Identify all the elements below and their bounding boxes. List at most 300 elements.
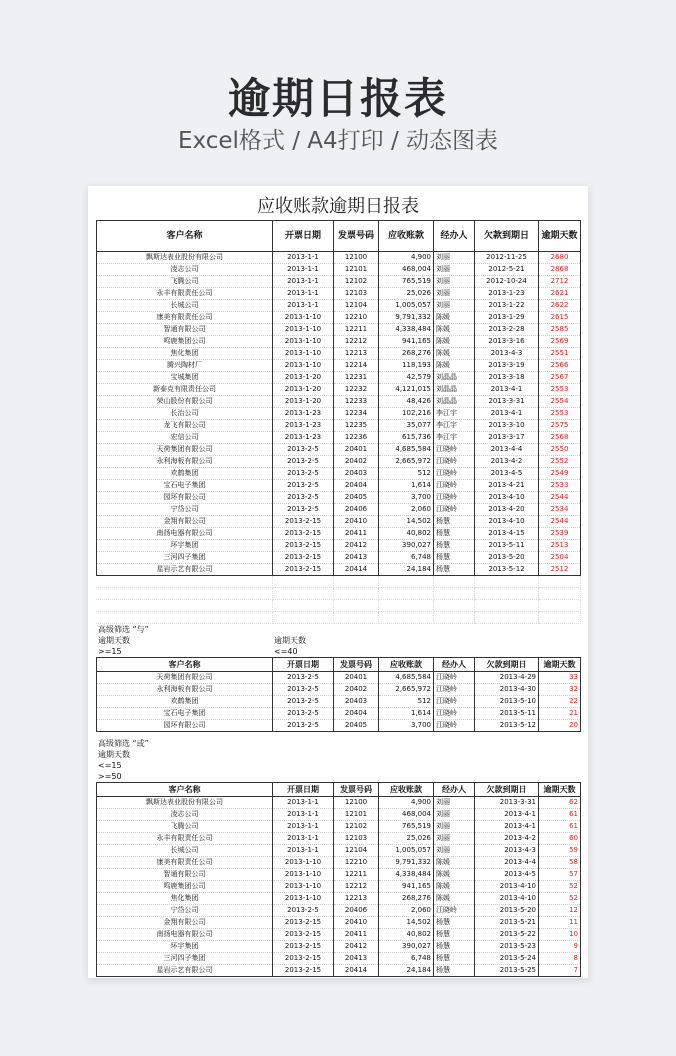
- cell-customer-name: 宁岱公司: [97, 504, 273, 516]
- cell-overdue-days: 61: [539, 809, 581, 821]
- header-invoice-number: 发票号码: [334, 783, 379, 797]
- cell-overdue-days: 10: [539, 929, 581, 941]
- cell-due-date: 2013-4-10: [475, 516, 539, 528]
- cell-invoice-date: 2013-2-5: [273, 696, 334, 708]
- and-filter-title: 高级筛选 “与”: [98, 625, 149, 634]
- cell-overdue-days: 2868: [539, 264, 581, 276]
- cell-overdue-days: 2568: [539, 432, 581, 444]
- cell-overdue-days: 2554: [539, 396, 581, 408]
- cell-handler: 杨慧: [434, 941, 475, 953]
- cell-overdue-days: 2552: [539, 456, 581, 468]
- cell-overdue-days: 22: [539, 696, 581, 708]
- cell-invoice-date: 2013-1-1: [273, 276, 334, 288]
- cell-receivable-amount: 24,184: [379, 965, 434, 977]
- cell-due-date: 2013-5-25: [475, 965, 539, 977]
- cell-overdue-days: 2569: [539, 336, 581, 348]
- cell-due-date: 2013-4-5: [475, 869, 539, 881]
- cell-handler: 杨慧: [434, 929, 475, 941]
- cell-receivable-amount: 4,900: [379, 797, 434, 809]
- cell-customer-name: 长城公司: [97, 845, 273, 857]
- cell-invoice-number: 20402: [334, 684, 379, 696]
- empty-cell: [538, 600, 580, 612]
- cell-due-date: 2013-4-4: [475, 857, 539, 869]
- empty-cell: [96, 612, 272, 624]
- table-row: [97, 905, 581, 917]
- cell-overdue-days: 2566: [539, 360, 581, 372]
- cell-handler: 杨慧: [434, 965, 475, 977]
- cell-customer-name: 环宇集团: [97, 941, 273, 953]
- cell-due-date: 2013-4-1: [475, 809, 539, 821]
- cell-receivable-amount: 941,165: [379, 881, 434, 893]
- empty-cell: [433, 600, 474, 612]
- cell-handler: 江晓岭: [434, 672, 475, 684]
- empty-row: [96, 588, 580, 600]
- cell-invoice-date: 2013-1-1: [273, 821, 334, 833]
- cell-invoice-number: 20405: [334, 720, 379, 732]
- cell-handler: 刘丽: [434, 276, 475, 288]
- cell-overdue-days: 2585: [539, 324, 581, 336]
- cell-due-date: 2013-3-19: [475, 360, 539, 372]
- table-row: [97, 372, 581, 384]
- cell-invoice-date: 2013-1-23: [273, 420, 334, 432]
- cell-invoice-number: 20406: [334, 504, 379, 516]
- cell-handler: 刘丽: [434, 288, 475, 300]
- cell-invoice-number: 20410: [334, 917, 379, 929]
- cell-invoice-number: 12102: [334, 276, 379, 288]
- cell-invoice-date: 2013-1-23: [273, 408, 334, 420]
- empty-cell: [474, 576, 538, 588]
- cell-receivable-amount: 268,276: [379, 893, 434, 905]
- header-customer-name: 客户名称: [97, 783, 273, 797]
- table-row: [97, 893, 581, 905]
- header-invoice-date: 开票日期: [273, 658, 334, 672]
- or-filter-result-table: [96, 782, 581, 977]
- table-row: [97, 420, 581, 432]
- cell-handler: 江晓岭: [434, 492, 475, 504]
- cell-invoice-number: 12101: [334, 264, 379, 276]
- table-row: [97, 396, 581, 408]
- and-filter-col2-value: <=40: [274, 647, 298, 656]
- cell-receivable-amount: 615,736: [379, 432, 434, 444]
- cell-overdue-days: 59: [539, 845, 581, 857]
- cell-invoice-number: 12103: [334, 833, 379, 845]
- cell-due-date: 2013-1-23: [475, 288, 539, 300]
- cell-overdue-days: 61: [539, 821, 581, 833]
- cell-receivable-amount: 4,685,584: [379, 444, 434, 456]
- cell-receivable-amount: 2,665,972: [379, 456, 434, 468]
- cell-overdue-days: 58: [539, 857, 581, 869]
- cell-handler: 陈媛: [434, 360, 475, 372]
- cell-receivable-amount: 765,519: [379, 276, 434, 288]
- cell-invoice-date: 2013-2-5: [273, 708, 334, 720]
- cell-invoice-number: 20413: [334, 552, 379, 564]
- cell-customer-name: 星岩示艺有限公司: [97, 564, 273, 576]
- cell-receivable-amount: 40,802: [379, 528, 434, 540]
- cell-receivable-amount: 468,004: [379, 809, 434, 821]
- cell-invoice-number: 12232: [334, 384, 379, 396]
- empty-cell: [333, 612, 378, 624]
- empty-row: [96, 576, 580, 588]
- empty-cell: [333, 600, 378, 612]
- empty-cell: [474, 588, 538, 600]
- cell-due-date: 2013-4-1: [475, 821, 539, 833]
- table-row: [97, 456, 581, 468]
- cell-invoice-number: 12100: [334, 252, 379, 264]
- cell-handler: 江晓岭: [434, 708, 475, 720]
- cell-handler: 杨慧: [434, 917, 475, 929]
- cell-invoice-number: 20403: [334, 696, 379, 708]
- cell-due-date: 2012-5-21: [475, 264, 539, 276]
- table-row: [97, 564, 581, 576]
- table-row: [97, 552, 581, 564]
- and-filter-result-table: [96, 657, 581, 732]
- cell-overdue-days: 2534: [539, 504, 581, 516]
- cell-due-date: 2013-4-2: [475, 456, 539, 468]
- cell-handler: 刘丽: [434, 264, 475, 276]
- cell-customer-name: 三河四子集团: [97, 552, 273, 564]
- cell-due-date: 2012-10-24: [475, 276, 539, 288]
- cell-overdue-days: 60: [539, 833, 581, 845]
- empty-cell: [433, 576, 474, 588]
- and-filter-col2-label: 逾期天数: [274, 636, 306, 645]
- cell-invoice-date: 2013-2-5: [273, 720, 334, 732]
- cell-customer-name: 焦化集团: [97, 348, 273, 360]
- cell-receivable-amount: 42,579: [379, 372, 434, 384]
- table-row: [97, 252, 581, 264]
- empty-cell: [538, 588, 580, 600]
- cell-invoice-date: 2013-2-15: [273, 917, 334, 929]
- table-row: [97, 360, 581, 372]
- cell-overdue-days: 2539: [539, 528, 581, 540]
- empty-cell: [474, 612, 538, 624]
- cell-invoice-number: 20404: [334, 480, 379, 492]
- cell-due-date: 2013-3-16: [475, 336, 539, 348]
- cell-invoice-date: 2013-2-15: [273, 941, 334, 953]
- cell-receivable-amount: 4,900: [379, 252, 434, 264]
- cell-receivable-amount: 1,614: [379, 708, 434, 720]
- cell-due-date: 2013-3-18: [475, 372, 539, 384]
- cell-handler: 江晓岭: [434, 480, 475, 492]
- table-row: [97, 300, 581, 312]
- cell-receivable-amount: 1,005,057: [379, 845, 434, 857]
- cell-overdue-days: 52: [539, 893, 581, 905]
- cell-customer-name: 欢鹤集团: [97, 468, 273, 480]
- cell-receivable-amount: 2,060: [379, 905, 434, 917]
- cell-due-date: 2013-5-12: [475, 720, 539, 732]
- cell-customer-name: 智通有限公司: [97, 324, 273, 336]
- table-row: [97, 504, 581, 516]
- cell-due-date: 2013-3-31: [475, 797, 539, 809]
- cell-handler: 江晓岭: [434, 696, 475, 708]
- cell-invoice-number: 20414: [334, 564, 379, 576]
- cell-handler: 江晓岭: [434, 504, 475, 516]
- cell-receivable-amount: 390,027: [379, 540, 434, 552]
- empty-cell: [333, 576, 378, 588]
- and-filter-col1-value: >=15: [98, 647, 122, 656]
- cell-invoice-number: 20410: [334, 516, 379, 528]
- table-row: [97, 797, 581, 809]
- cell-invoice-number: 12234: [334, 408, 379, 420]
- cell-customer-name: 天荷集团有限公司: [97, 444, 273, 456]
- cell-invoice-date: 2013-2-15: [273, 540, 334, 552]
- cell-customer-name: 飞腾公司: [97, 821, 273, 833]
- cell-due-date: 2013-5-21: [475, 917, 539, 929]
- cell-handler: 李江宇: [434, 420, 475, 432]
- cell-invoice-date: 2013-1-10: [273, 312, 334, 324]
- cell-overdue-days: 52: [539, 881, 581, 893]
- cell-customer-name: 宝石电子集团: [97, 480, 273, 492]
- cell-customer-name: 永丰有限责任公司: [97, 833, 273, 845]
- cell-overdue-days: 2553: [539, 384, 581, 396]
- table-row: [97, 540, 581, 552]
- table-row: [97, 845, 581, 857]
- cell-invoice-number: 20402: [334, 456, 379, 468]
- cell-due-date: 2013-5-12: [475, 564, 539, 576]
- cell-receivable-amount: 4,685,584: [379, 672, 434, 684]
- header-receivable-amount: 应收账款: [379, 658, 434, 672]
- cell-invoice-date: 2013-1-10: [273, 336, 334, 348]
- cell-handler: 刘丽: [434, 833, 475, 845]
- cell-handler: 杨慧: [434, 516, 475, 528]
- cell-overdue-days: 21: [539, 708, 581, 720]
- cell-customer-name: 宝城集团: [97, 372, 273, 384]
- cell-invoice-number: 12236: [334, 432, 379, 444]
- cell-invoice-number: 20412: [334, 540, 379, 552]
- table-row: [97, 809, 581, 821]
- cell-receivable-amount: 1,005,057: [379, 300, 434, 312]
- cell-customer-name: 鸣鹿集团公司: [97, 881, 273, 893]
- cell-due-date: 2013-5-11: [475, 708, 539, 720]
- table-row: [97, 881, 581, 893]
- cell-receivable-amount: 9,791,332: [379, 312, 434, 324]
- cell-receivable-amount: 765,519: [379, 821, 434, 833]
- cell-customer-name: 鸣鹿集团公司: [97, 336, 273, 348]
- cell-due-date: 2013-3-17: [475, 432, 539, 444]
- cell-invoice-date: 2013-1-23: [273, 432, 334, 444]
- cell-handler: 刘丽: [434, 300, 475, 312]
- empty-cell: [96, 588, 272, 600]
- table-row: [97, 408, 581, 420]
- table-row: [97, 276, 581, 288]
- cell-due-date: 2013-5-23: [475, 941, 539, 953]
- or-filter-col-label: 逾期天数: [98, 750, 130, 759]
- cell-customer-name: 长城公司: [97, 300, 273, 312]
- cell-invoice-date: 2013-2-15: [273, 564, 334, 576]
- cell-invoice-date: 2013-1-10: [273, 348, 334, 360]
- table-row: [97, 965, 581, 977]
- cell-customer-name: 凌志公司: [97, 264, 273, 276]
- empty-cell: [333, 588, 378, 600]
- header-due-date: 欠款到期日: [475, 783, 539, 797]
- cell-receivable-amount: 4,338,484: [379, 324, 434, 336]
- cell-invoice-date: 2013-2-5: [273, 672, 334, 684]
- and-filter-criteria: [96, 624, 580, 657]
- cell-invoice-date: 2013-2-15: [273, 953, 334, 965]
- cell-due-date: 2013-4-5: [475, 468, 539, 480]
- cell-overdue-days: 32: [539, 684, 581, 696]
- cell-handler: 陈媛: [434, 893, 475, 905]
- table-row: [97, 684, 581, 696]
- table-row: [97, 468, 581, 480]
- cell-receivable-amount: 2,060: [379, 504, 434, 516]
- cell-due-date: 2013-5-10: [475, 696, 539, 708]
- cell-due-date: 2013-4-10: [475, 492, 539, 504]
- cell-customer-name: 长治公司: [97, 408, 273, 420]
- cell-customer-name: 金翔有限公司: [97, 516, 273, 528]
- cell-invoice-number: 12214: [334, 360, 379, 372]
- cell-handler: 陈媛: [434, 869, 475, 881]
- cell-invoice-number: 12103: [334, 288, 379, 300]
- cell-invoice-date: 2013-1-10: [273, 893, 334, 905]
- cell-customer-name: 金翔有限公司: [97, 917, 273, 929]
- table-row: [97, 444, 581, 456]
- cell-handler: 江晓岭: [434, 468, 475, 480]
- cell-customer-name: 欢鹤集团: [97, 696, 273, 708]
- cell-invoice-number: 12235: [334, 420, 379, 432]
- cell-receivable-amount: 3,700: [379, 492, 434, 504]
- cell-handler: 杨慧: [434, 953, 475, 965]
- cell-invoice-number: 20411: [334, 528, 379, 540]
- page-title: 逾期日报表: [227, 74, 448, 123]
- cell-due-date: 2013-3-10: [475, 420, 539, 432]
- cell-overdue-days: 20: [539, 720, 581, 732]
- cell-invoice-number: 20405: [334, 492, 379, 504]
- empty-row: [96, 600, 580, 612]
- table-row: [97, 720, 581, 732]
- cell-invoice-number: 12211: [334, 869, 379, 881]
- cell-receivable-amount: 512: [379, 468, 434, 480]
- empty-cell: [96, 600, 272, 612]
- cell-invoice-number: 12102: [334, 821, 379, 833]
- cell-overdue-days: 33: [539, 672, 581, 684]
- cell-receivable-amount: 268,276: [379, 348, 434, 360]
- cell-receivable-amount: 25,026: [379, 288, 434, 300]
- table-row: [97, 336, 581, 348]
- empty-cell: [272, 612, 333, 624]
- cell-invoice-date: 2013-1-1: [273, 252, 334, 264]
- cell-due-date: 2012-11-25: [475, 252, 539, 264]
- cell-receivable-amount: 4,121,015: [379, 384, 434, 396]
- cell-due-date: 2013-4-15: [475, 528, 539, 540]
- empty-cell: [378, 600, 433, 612]
- table-row: [97, 696, 581, 708]
- cell-receivable-amount: 941,165: [379, 336, 434, 348]
- or-filter-criteria: [96, 738, 580, 782]
- sheet-title: 应收账款逾期日报表: [257, 196, 419, 217]
- cell-receivable-amount: 48,426: [379, 396, 434, 408]
- table-row: [97, 833, 581, 845]
- cell-overdue-days: 8: [539, 953, 581, 965]
- cell-overdue-days: 2544: [539, 516, 581, 528]
- cell-due-date: 2013-5-20: [475, 905, 539, 917]
- empty-cell: [272, 600, 333, 612]
- and-filter-col1-label: 逾期天数: [98, 636, 130, 645]
- or-filter-title: 高级筛选 “或”: [98, 739, 149, 748]
- header-invoice-number: 发票号码: [334, 658, 379, 672]
- cell-handler: 江晓岭: [434, 456, 475, 468]
- cell-due-date: 2013-4-29: [475, 672, 539, 684]
- page-subtitle: Excel格式 / A4打印 / 动态图表: [177, 128, 499, 154]
- cell-overdue-days: 2622: [539, 300, 581, 312]
- cell-invoice-number: 20412: [334, 941, 379, 953]
- cell-overdue-days: 2550: [539, 444, 581, 456]
- cell-customer-name: 永丰有限责任公司: [97, 288, 273, 300]
- cell-handler: 陈媛: [434, 348, 475, 360]
- cell-due-date: 2013-4-30: [475, 684, 539, 696]
- cell-overdue-days: 2504: [539, 552, 581, 564]
- header-handler: 经办人: [434, 658, 475, 672]
- cell-invoice-date: 2013-1-1: [273, 264, 334, 276]
- cell-handler: 李江宇: [434, 432, 475, 444]
- cell-due-date: 2013-4-3: [475, 845, 539, 857]
- table-row: [97, 264, 581, 276]
- table-row: [97, 312, 581, 324]
- cell-invoice-date: 2013-2-5: [273, 444, 334, 456]
- cell-invoice-date: 2013-1-10: [273, 857, 334, 869]
- cell-invoice-number: 12210: [334, 312, 379, 324]
- cell-customer-name: 康美有限责任公司: [97, 857, 273, 869]
- cell-due-date: 2013-1-22: [475, 300, 539, 312]
- cell-invoice-date: 2013-2-15: [273, 929, 334, 941]
- empty-cell: [378, 612, 433, 624]
- cell-invoice-date: 2013-2-5: [273, 468, 334, 480]
- cell-due-date: 2013-4-20: [475, 504, 539, 516]
- cell-receivable-amount: 4,338,484: [379, 869, 434, 881]
- cell-customer-name: 飞腾公司: [97, 276, 273, 288]
- cell-invoice-number: 12210: [334, 857, 379, 869]
- cell-invoice-date: 2013-1-1: [273, 300, 334, 312]
- cell-handler: 刘晶晶: [434, 396, 475, 408]
- empty-cell: [538, 612, 580, 624]
- cell-invoice-number: 20414: [334, 965, 379, 977]
- table-row: [97, 941, 581, 953]
- cell-receivable-amount: 3,700: [379, 720, 434, 732]
- table-row: [97, 869, 581, 881]
- cell-invoice-date: 2013-1-10: [273, 881, 334, 893]
- cell-handler: 刘晶晶: [434, 372, 475, 384]
- table-row: [97, 492, 581, 504]
- cell-receivable-amount: 25,026: [379, 833, 434, 845]
- cell-invoice-number: 20401: [334, 672, 379, 684]
- table-row: [97, 288, 581, 300]
- cell-invoice-number: 20404: [334, 708, 379, 720]
- cell-handler: 江晓岭: [434, 444, 475, 456]
- header-due-date: 欠款到期日: [475, 658, 539, 672]
- header-overdue-days: 逾期天数: [539, 221, 581, 252]
- cell-due-date: 2013-4-1: [475, 408, 539, 420]
- cell-handler: 李江宇: [434, 408, 475, 420]
- cell-customer-name: 智通有限公司: [97, 869, 273, 881]
- table-row: [97, 857, 581, 869]
- cell-customer-name: 凌志公司: [97, 809, 273, 821]
- cell-overdue-days: 2551: [539, 348, 581, 360]
- cell-invoice-number: 20401: [334, 444, 379, 456]
- cell-overdue-days: 2513: [539, 540, 581, 552]
- table-row: [97, 708, 581, 720]
- cell-invoice-number: 12213: [334, 893, 379, 905]
- cell-receivable-amount: 35,077: [379, 420, 434, 432]
- cell-receivable-amount: 390,027: [379, 941, 434, 953]
- cell-invoice-date: 2013-1-20: [273, 396, 334, 408]
- cell-overdue-days: 12: [539, 905, 581, 917]
- or-filter-value-2: >=50: [98, 772, 122, 781]
- cell-invoice-number: 12104: [334, 845, 379, 857]
- table-row: [97, 516, 581, 528]
- cell-customer-name: 飘斯达表业股份有限公司: [97, 797, 273, 809]
- cell-customer-name: 宝石电子集团: [97, 708, 273, 720]
- cell-invoice-date: 2013-1-20: [273, 384, 334, 396]
- cell-overdue-days: 2544: [539, 492, 581, 504]
